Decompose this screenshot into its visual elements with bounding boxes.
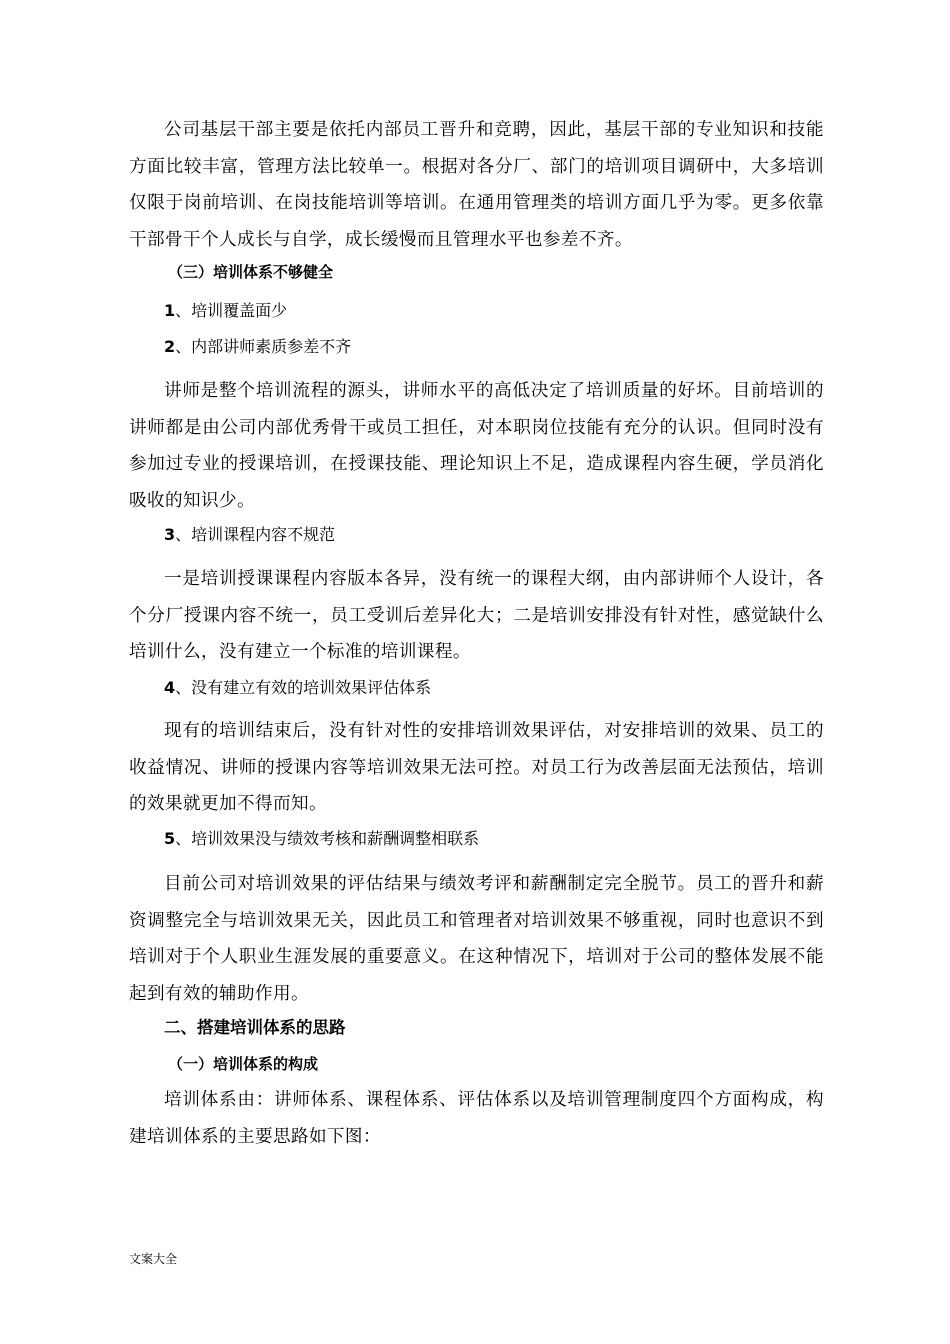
paragraph-performance-link: 目前公司对培训效果的评估结果与绩效考评和薪酬制定完全脱节。员工的晋升和薪资调整完全与培训效果无关，因此员工和管理者对培训效果不够重视，同时也意识不到培训对于个人职业生涯发展的重要意义。在这种情况下，培训对于公司的整体发展不能起到有效的辅助作用。 bbox=[129, 874, 824, 1004]
list-item-number: 4 bbox=[164, 678, 176, 697]
paragraph-system-components: 培训体系由：讲师体系、课程体系、评估体系以及培训管理制度四个方面构成，构建培训体系的主要思路如下图： bbox=[129, 1090, 824, 1147]
list-item-3 bbox=[164, 521, 335, 549]
list-item-2 bbox=[164, 333, 351, 361]
page-footer: 文案大全 bbox=[129, 1252, 178, 1266]
list-item-label: 、培训效果没与绩效考核和薪酬调整相联系 bbox=[175, 829, 480, 848]
paragraph-grassroots-cadres: 公司基层干部主要是依托内部员工晋升和竞聘，因此，基层干部的专业知识和技能方面比较丰富，管理方法比较单一。根据对各分厂、部门的培训项目调研中，大多培训仅限于岗前培训、在岗技能培训等培训。在通用管理类的培训方面几乎为零。更多依靠干部骨干个人成长与自学，成长缓慢而且管理水平也参差不齐。 bbox=[129, 120, 824, 250]
list-item-label: 、没有建立有效的培训效果评估体系 bbox=[175, 678, 432, 697]
list-item-label: 、内部讲师素质参差不齐 bbox=[175, 337, 352, 356]
list-item-number: 3 bbox=[164, 525, 176, 544]
list-item-5 bbox=[164, 825, 479, 853]
list-item-number: 1 bbox=[164, 301, 176, 320]
list-item-label: 、培训课程内容不规范 bbox=[175, 525, 336, 544]
section-heading-building-system: 二、搭建培训体系的思路 bbox=[164, 1018, 346, 1037]
subheading-training-system-incomplete: （三）培训体系不够健全 bbox=[168, 263, 334, 281]
paragraph-lecturers: 讲师是整个培训流程的源头，讲师水平的高低决定了培训质量的好坏。目前培训的讲师都是由公司内部优秀骨干或员工担任，对本职岗位技能有充分的认识。但同时没有参加过专业的授课培训，在授课技能、理论知识上不足，造成课程内容生硬，学员消化吸收的知识少。 bbox=[129, 381, 824, 511]
list-item-4 bbox=[164, 674, 431, 702]
list-item-number: 5 bbox=[164, 829, 176, 848]
list-item-number: 2 bbox=[164, 337, 176, 356]
list-item-1 bbox=[164, 297, 287, 325]
list-item-label: 、培训覆盖面少 bbox=[175, 301, 288, 320]
paragraph-evaluation: 现有的培训结束后，没有针对性的安排培训效果评估，对安排培训的效果、员工的收益情况、讲师的授课内容等培训效果无法可控。对员工行为改善层面无法预估，培训的效果就更加不得而知。 bbox=[129, 721, 824, 814]
subheading-system-composition: （一）培训体系的构成 bbox=[168, 1055, 319, 1073]
paragraph-course-content: 一是培训授课课程内容版本各异，没有统一的课程大纲，由内部讲师个人设计，各个分厂授课内容不统一，员工受训后差异化大；二是培训安排没有针对性，感觉缺什么培训什么，没有建立一个标准的培训课程。 bbox=[129, 569, 824, 662]
